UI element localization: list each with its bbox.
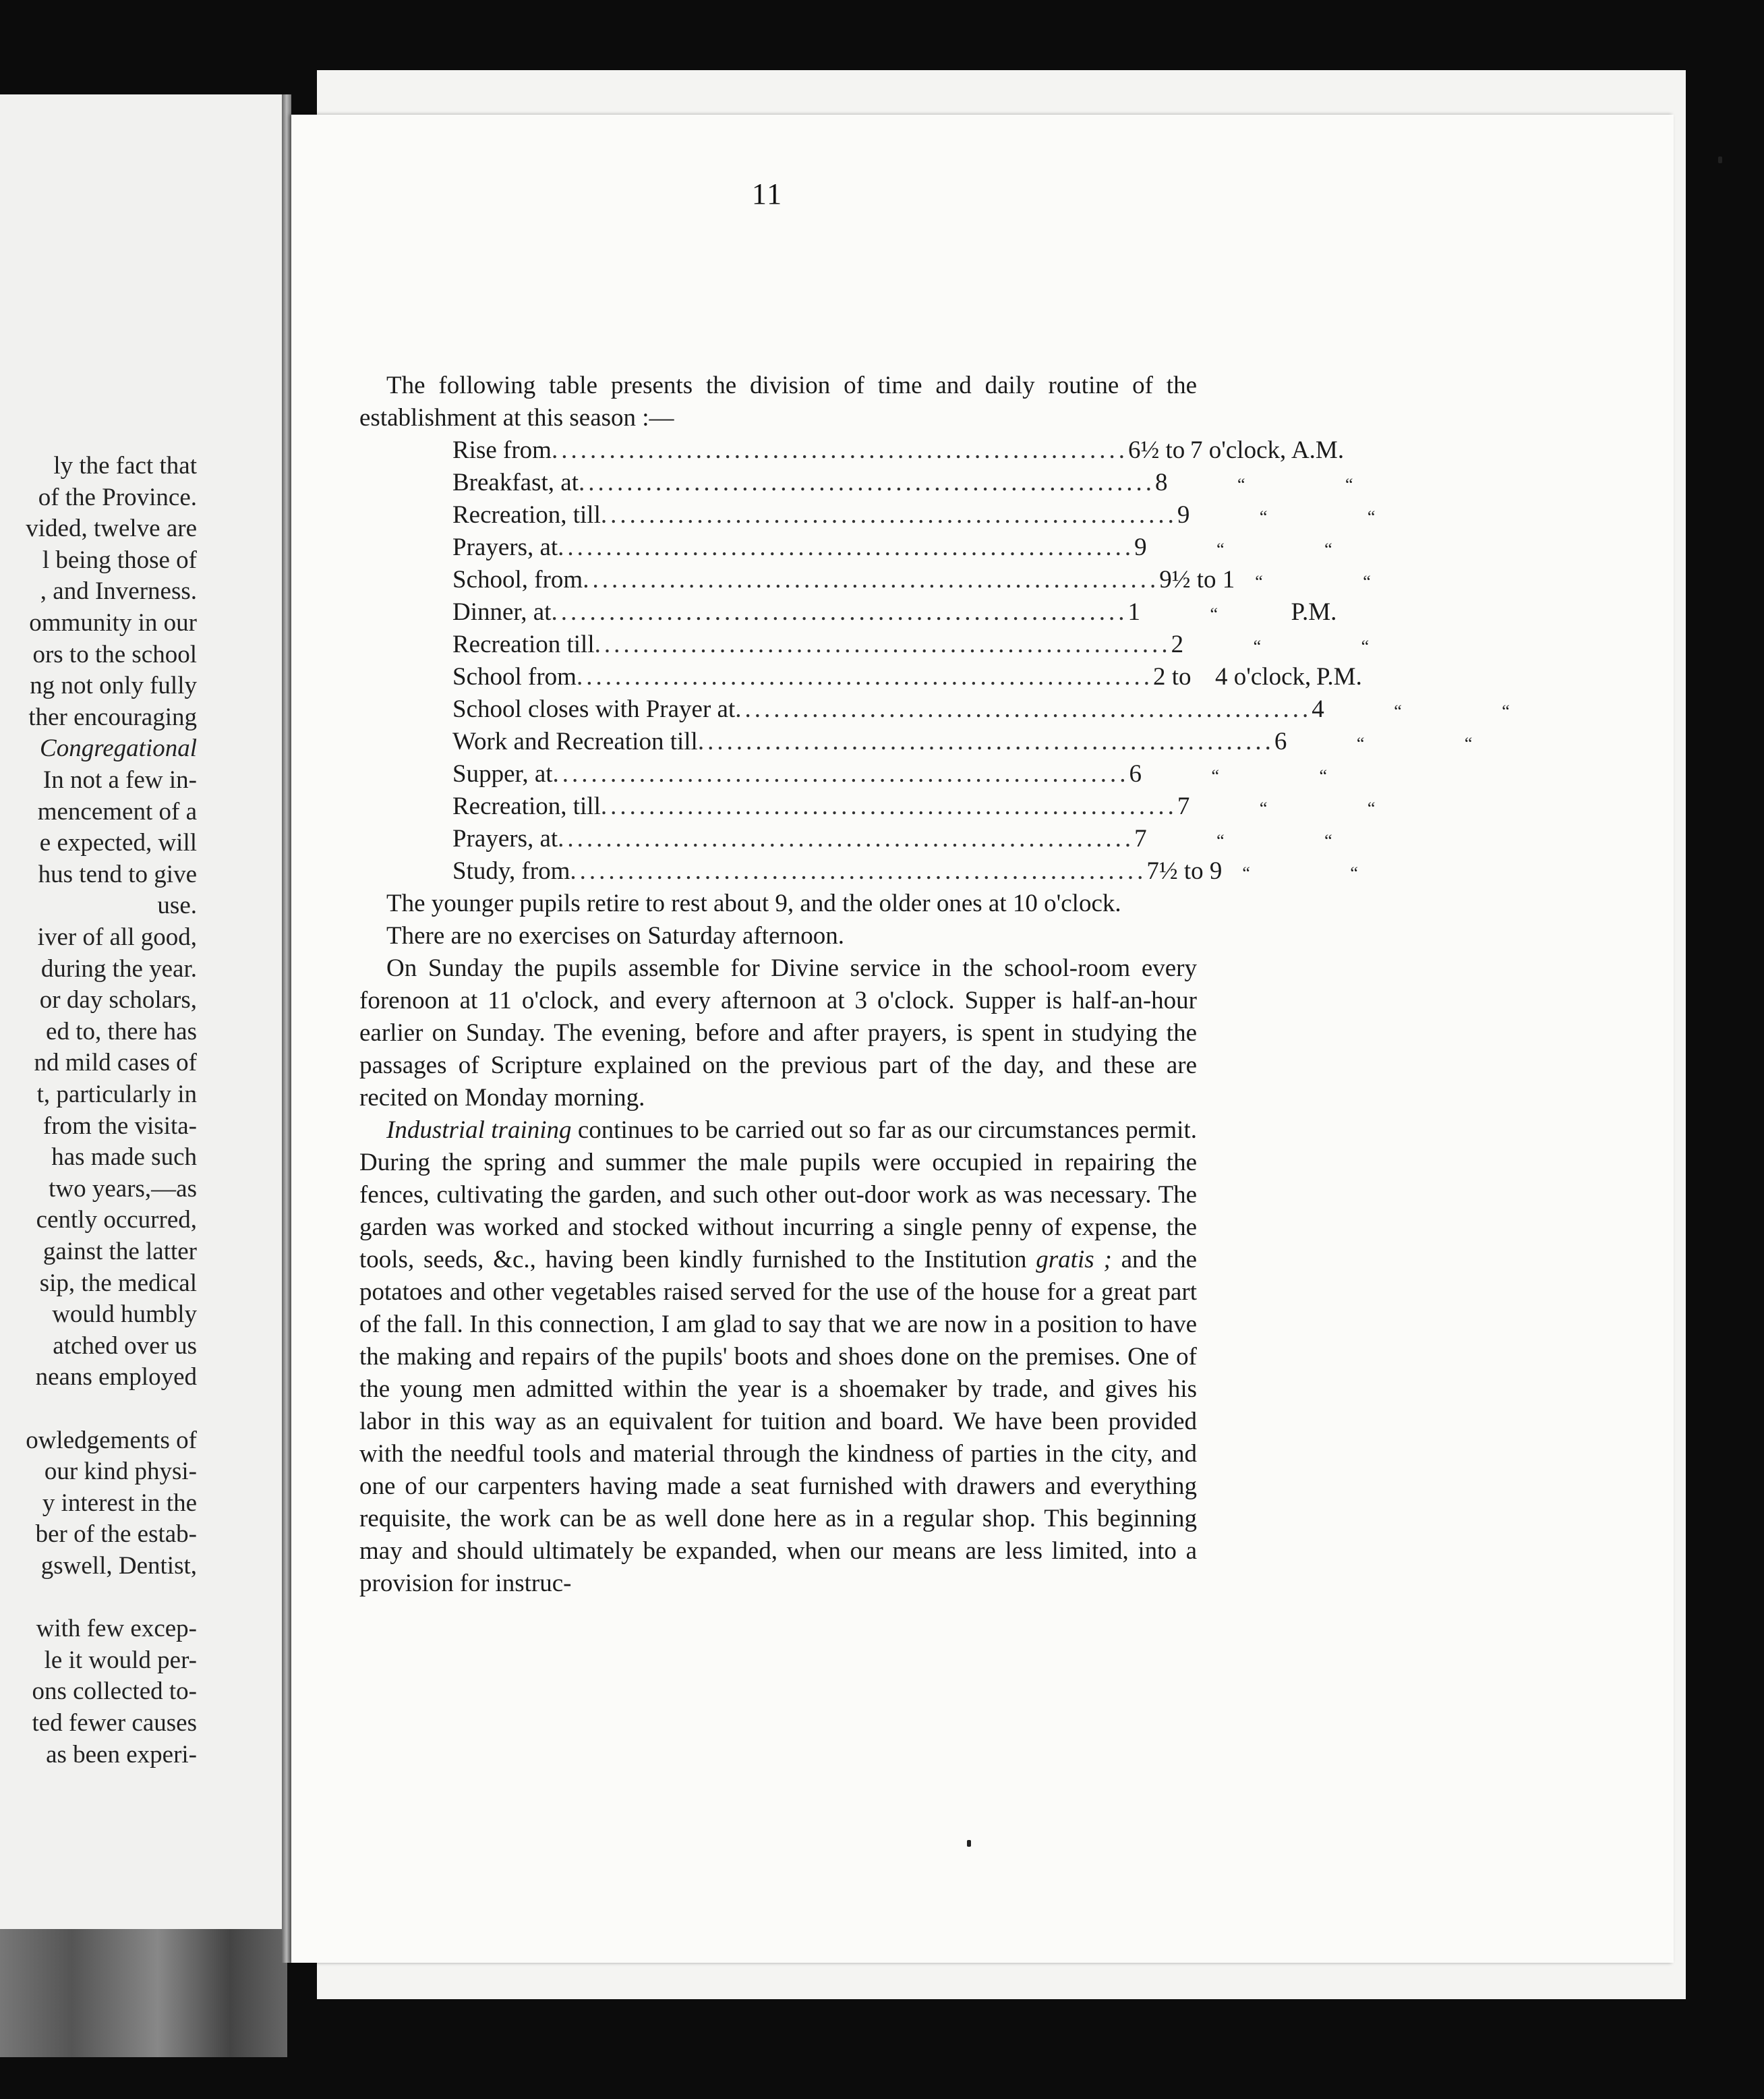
left-page-line: vided, twelve are [26, 515, 197, 543]
left-page-line: iver of all good, [37, 923, 197, 951]
routine-activity: School closes with Prayer at [452, 695, 736, 723]
left-page-line: , and Inverness. [40, 577, 197, 606]
leader-dots: ............................................................ [594, 631, 1171, 658]
routine-oclock: “ [1210, 604, 1218, 624]
routine-row [452, 726, 1473, 758]
routine-oclock: “ [1242, 863, 1250, 883]
routine-time: 9 [1134, 534, 1147, 561]
left-page-line: ber of the estab- [35, 1520, 197, 1549]
left-page-line: two years,—as [49, 1174, 197, 1203]
industrial-text-2: and the potatoes and other vegetables raised served for the use of the house for a great part of the fall. In this connection, I am glad to say that we are now in a position to have the making and repairs of the pupils' boots and shoes done on the premises. One of the young men admitted within the year is a shoemaker by trade, and gives his labor in this way as an equivalent for tuition and board. We have been provided with the needful tools and material through the kindness of parties in the city, and one of our carpenters having made a seat furnished with drawers and everything requisite, the work can be as well done here as in a regular shop. This beginning may and should ultimately be expanded, when our means are less limited, into a provision for instruc- [359, 1246, 1197, 1597]
left-page-line: ther encouraging [28, 703, 197, 731]
left-page-line: neans employed [35, 1363, 197, 1391]
leader-dots: ............................................................ [600, 793, 1177, 820]
intro-paragraph: The following table presents the division of time and daily routine of the establishment at this season :— [359, 372, 1197, 432]
routine-oclock: “ [1253, 637, 1262, 656]
routine-row [452, 467, 1353, 499]
leader-dots: ............................................................ [570, 857, 1147, 885]
routine-activity: Recreation, till [452, 501, 601, 529]
routine-period: “ [1361, 637, 1370, 656]
left-page-line: y interest in the [42, 1489, 197, 1517]
routine-period: “ [1367, 507, 1376, 527]
routine-row [452, 790, 1376, 823]
routine-row [452, 661, 1362, 693]
routine-period: P.M. [1316, 663, 1362, 691]
routine-period: “ [1319, 766, 1328, 786]
leader-dots: ............................................................ [697, 728, 1274, 755]
routine-time: 7 [1177, 793, 1190, 820]
routine-time: 4 [1312, 695, 1324, 723]
routine-oclock: “ [1259, 799, 1268, 818]
retire-paragraph: The younger pupils retire to rest about 9, and the older ones at 10 o'clock. [386, 890, 1121, 917]
page-number: 11 [751, 177, 784, 210]
left-page [0, 94, 291, 1963]
left-page-line: has made such [51, 1143, 197, 1172]
left-page-line: our kind physi- [44, 1458, 197, 1486]
leader-dots: ............................................................ [735, 695, 1312, 723]
routine-row [452, 823, 1332, 855]
routine-time: 6 [1274, 728, 1287, 755]
routine-activity: Dinner, at [452, 598, 552, 626]
left-page-line: le it would per- [44, 1646, 197, 1674]
routine-activity: Rise from [452, 436, 552, 464]
left-page-line: cently occurred, [36, 1206, 197, 1234]
left-page-line: nd mild cases of [34, 1049, 197, 1077]
scan-speck [967, 1840, 971, 1847]
leader-dots: ............................................................ [552, 760, 1129, 788]
left-page-line: owledgements of [26, 1426, 197, 1454]
daily-routine-table [452, 434, 1510, 888]
leader-dots: ............................................................ [578, 469, 1155, 496]
left-page-line: ly the fact that [53, 452, 197, 480]
routine-period: “ [1324, 540, 1332, 559]
routine-period: “ [1367, 799, 1376, 818]
routine-oclock: “ [1237, 475, 1245, 494]
left-page-line: hus tend to give [38, 860, 197, 888]
sunday-paragraph: On Sunday the pupils assemble for Divine service in the school-room every forenoon at 11 o'clock, and every afternoon at 3 o'clock. Supper is half-an-hour earlier on Sunday. The evening, before and after prayers, is spent in studying the passages of Scripture explained on the previous part of the day, and these are recited on Monday morning. [359, 954, 1197, 1112]
routine-activity: Study, from [452, 857, 570, 885]
routine-period: “ [1464, 734, 1473, 753]
routine-activity: Recreation till [452, 631, 595, 658]
left-page-line: ors to the school [32, 640, 197, 668]
industrial-text-1: continues to be carried out so far as our circumstances permit. During the spring and summer the male pupils were occupied in repairing the fences, cultivating the garden, and such other out-door work as was necessary. The garden was worked and stocked without incurring a single penny of expense, the tools, seeds, &c., having been kindly furnished to the Institution [359, 1116, 1197, 1273]
industrial-training-lead: Industrial training [386, 1116, 572, 1144]
routine-time: 9 [1177, 501, 1190, 529]
routine-period: “ [1502, 701, 1510, 721]
routine-row [452, 693, 1510, 726]
leader-dots: ............................................................ [558, 825, 1135, 853]
left-page-line: t, particularly in [36, 1081, 197, 1108]
left-page-line: of the Province. [38, 483, 197, 511]
left-page-line: ng not only fully [30, 672, 197, 700]
routine-oclock: “ [1211, 766, 1220, 786]
routine-oclock: 7 o'clock, [1189, 436, 1287, 464]
leader-dots: ............................................................ [583, 566, 1160, 594]
industrial-paragraph [359, 1114, 1197, 1600]
routine-time: 2 [1171, 631, 1184, 658]
routine-activity: Work and Recreation till [452, 728, 698, 755]
routine-period: A.M. [1291, 436, 1345, 464]
left-page-line: In not a few in- [42, 766, 197, 794]
left-page-line: atched over us [53, 1331, 197, 1360]
page-body [359, 370, 1510, 1600]
routine-activity: School from [452, 663, 577, 691]
left-page-line: mencement of a [37, 797, 197, 826]
left-page-line: gswell, Dentist, [40, 1552, 197, 1580]
routine-oclock: “ [1216, 831, 1225, 851]
routine-row [452, 596, 1337, 629]
routine-row [452, 758, 1328, 790]
routine-period: “ [1345, 475, 1353, 494]
routine-time: 7½ to 9 [1146, 857, 1223, 885]
left-page-line: sip, the medical [39, 1269, 197, 1297]
gratis-word: gratis ; [1036, 1246, 1112, 1273]
routine-activity: Supper, at [452, 760, 553, 788]
routine-activity: Prayers, at [452, 825, 558, 853]
routine-time: 1 [1127, 598, 1140, 626]
routine-time: 6 [1129, 760, 1142, 788]
left-page-line: would humbly [52, 1300, 197, 1329]
routine-time: 9½ to 1 [1159, 566, 1235, 594]
left-page-line: Congregational [40, 735, 197, 763]
routine-activity: Prayers, at [452, 534, 558, 561]
saturday-paragraph: There are no exercises on Saturday afternoon. [386, 922, 845, 950]
left-page-line: e expected, will [39, 829, 197, 857]
left-page-line: from the visita- [42, 1112, 197, 1140]
left-page-line: l being those of [42, 546, 197, 574]
routine-time: 7 [1134, 825, 1147, 853]
routine-period: “ [1363, 572, 1371, 592]
left-page-line: ons collected to- [32, 1677, 197, 1706]
leader-dots: ............................................................ [600, 501, 1177, 529]
left-page-line: gainst the latter [42, 1238, 197, 1265]
book-gutter [282, 94, 291, 1963]
left-page-photo-edge [0, 1929, 287, 2057]
left-page-line: ommunity in our [29, 609, 197, 637]
routine-oclock: “ [1216, 540, 1225, 559]
routine-activity: Recreation, till [452, 793, 601, 820]
left-page-line: as been experi- [46, 1740, 197, 1769]
scan-speck [1718, 156, 1722, 163]
leader-dots: ............................................................ [551, 598, 1128, 626]
routine-row [452, 629, 1370, 661]
left-page-line: or day scholars, [39, 986, 197, 1014]
routine-row [452, 434, 1345, 467]
routine-time: 8 [1154, 469, 1168, 496]
left-page-line: use. [157, 892, 197, 920]
routine-activity: School, from [452, 566, 583, 594]
routine-row [452, 499, 1376, 531]
routine-period: “ [1350, 863, 1358, 883]
routine-period: “ [1324, 831, 1332, 851]
left-page-line: with few excep- [36, 1615, 197, 1643]
routine-row [452, 855, 1358, 888]
routine-period: P.M. [1291, 598, 1337, 626]
left-page-line: ed to, there has [46, 1017, 197, 1045]
routine-row [452, 564, 1371, 596]
left-page-line: ted fewer causes [32, 1709, 197, 1737]
routine-row [452, 531, 1332, 564]
left-page-line: during the year. [40, 954, 197, 983]
routine-oclock: “ [1255, 572, 1263, 592]
routine-oclock: “ [1394, 701, 1402, 721]
routine-time: 2 to [1152, 663, 1192, 691]
leader-dots: ............................................................ [551, 436, 1128, 464]
routine-time: 6½ to [1127, 436, 1185, 464]
routine-oclock: 4 o'clock, [1214, 663, 1312, 691]
routine-activity: Breakfast, at [452, 469, 579, 496]
leader-dots: ............................................................ [576, 663, 1153, 691]
leader-dots: ............................................................ [558, 534, 1135, 561]
routine-oclock: “ [1356, 734, 1365, 753]
routine-oclock: “ [1259, 507, 1268, 527]
